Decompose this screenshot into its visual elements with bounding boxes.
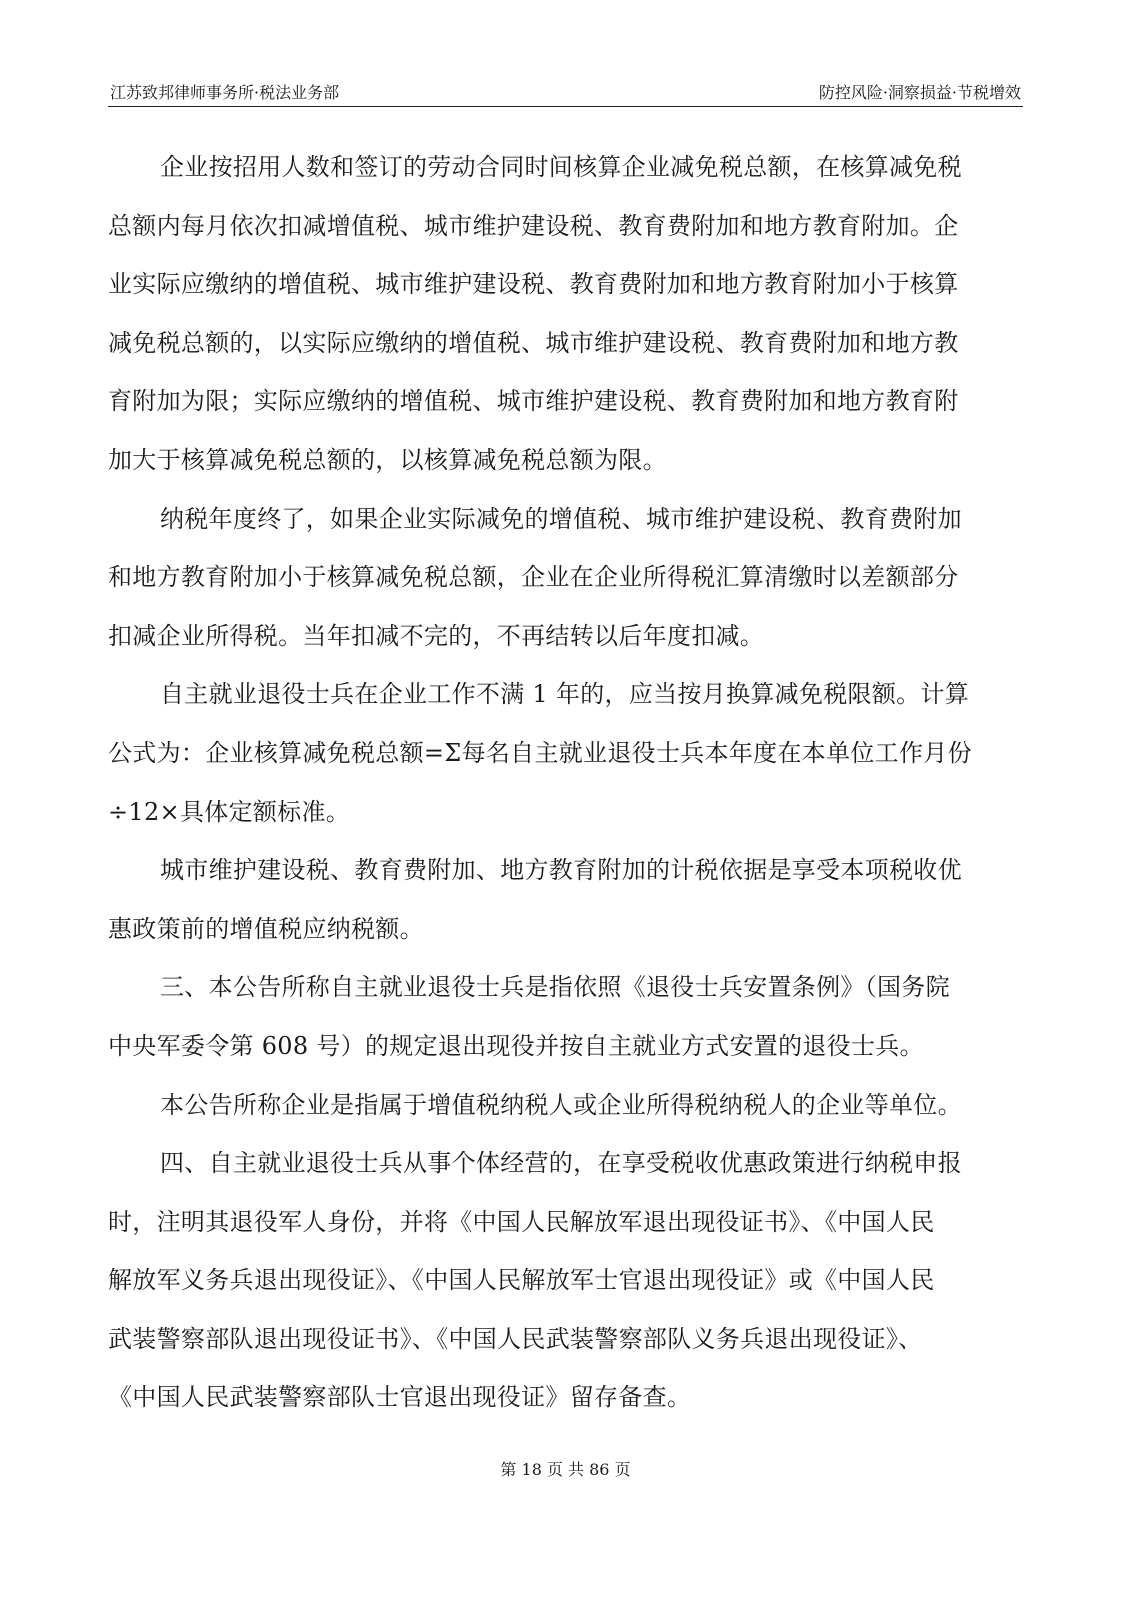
paragraph-year-end-settlement: 纳税年度终了，如果企业实际减免的增值税、城市维护建设税、教育费附加 和地方教育附加小于核算减免税总额，企业在企业所得税汇算清缴时以差额部分 扣减企业所得税。当年扣减不完的，不再结转以后年度扣减。 — [108, 504, 962, 650]
header-slogan: 防控风险·洞察损益·节税增效 — [818, 83, 1021, 102]
paragraph-tax-basis: 城市维护建设税、教育费附加、地方教育附加的计税依据是享受本项税收优 惠政策前的增值税应纳税额。 — [108, 856, 962, 943]
page-number: 第 18 页 共 86 页 — [500, 1460, 631, 1479]
paragraph-section-four: 四、自主就业退役士兵从事个体经营的，在享受税收优惠政策进行纳税申报 时，注明其退役军人身份，并将《中国人民解放军退出现役证书》、《中国人民 解放军义务兵退出现役证》、《中国人民解放军士官退出现役证》或《中国人民 武装警察部队退出现役证书》、《中国人民武装警察部队义务兵退出现役证》、 《中国人民武装警察部队士官退出现役证》留存备查。 — [108, 1149, 962, 1412]
paragraph-enterprise-definition: 本公告所称企业是指属于增值税纳税人或企业所得税纳税人的企业等单位。 — [160, 1090, 962, 1119]
paragraph-formula: 自主就业退役士兵在企业工作不满 1 年的，应当按月换算减免税限额。计算 公式为：企业核算减免税总额=Σ每名自主就业退役士兵本年度在本单位工作月份 ÷12×具体定额标准。 — [108, 680, 972, 826]
page-header — [108, 78, 1023, 107]
header-firm-name: 江苏致邦律师事务所·税法业务部 — [110, 83, 340, 102]
paragraph-tax-reduction-calculation: 企业按招用人数和签订的劳动合同时间核算企业减免税总额，在核算减免税 总额内每月依次扣减增值税、城市维护建设税、教育费附加和地方教育附加。企 业实际应缴纳的增值税、城市维护建设税、教育费附加和地方教育附加小于核算 减免税总额的，以实际应缴纳的增值税、城市维护建设税、教育费附加和地方教 育附加为限；实际应缴纳的增值税、城市维护建设税、教育费附加和地方教育附 加大于核算减免税总额的，以核算减免税总额为限。 — [108, 153, 962, 474]
paragraph-section-three: 三、本公告所称自主就业退役士兵是指依照《退役士兵安置条例》（国务院 中央军委令第 608 号）的规定退出现役并按自主就业方式安置的退役士兵。 — [108, 973, 950, 1060]
document-body — [108, 138, 1022, 1427]
